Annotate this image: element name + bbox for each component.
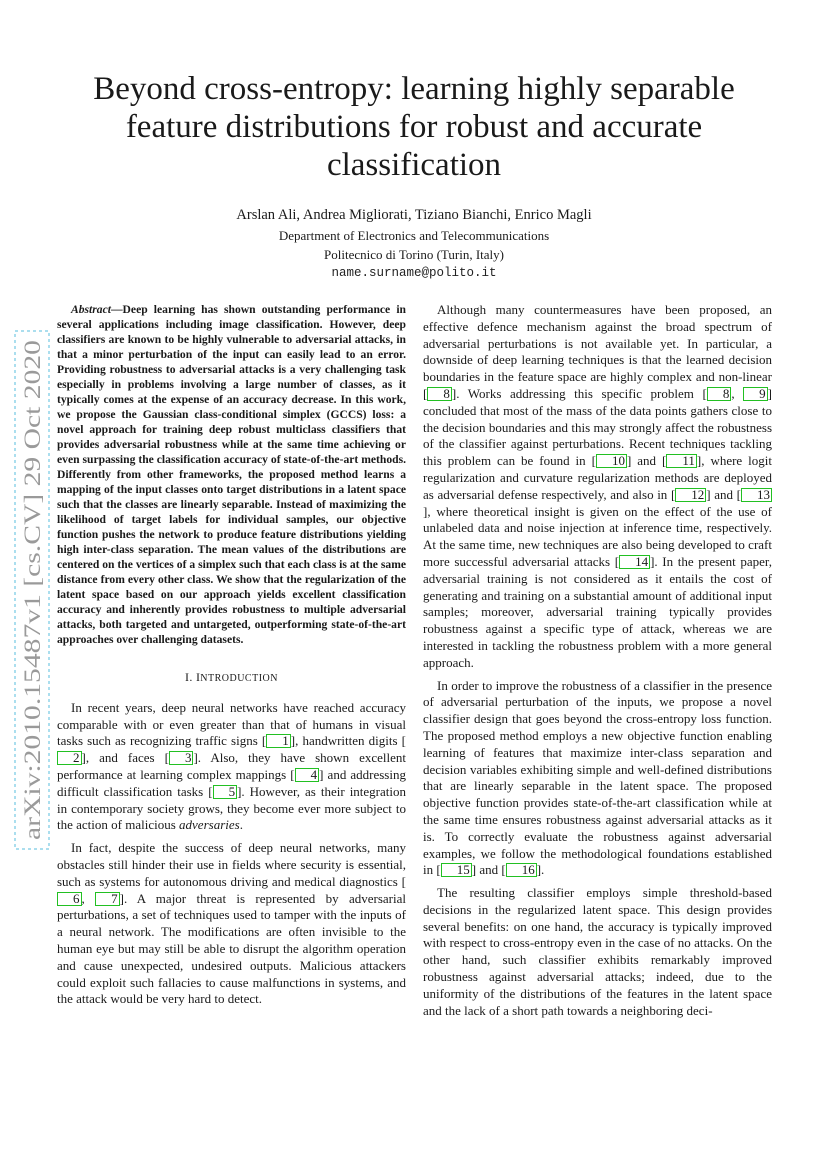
- section-heading-introduction: [57, 669, 406, 688]
- citation-link[interactable]: 2: [57, 751, 82, 765]
- text-run: In fact, despite the success of deep neural networks, many obstacles still hinder their use in fields where security is essential, such as systems for autonomous driving and medical diagnostics: [57, 840, 406, 889]
- citation-link[interactable]: 10: [596, 454, 627, 468]
- citation-link[interactable]: 9: [743, 387, 768, 401]
- text-run: Although many countermeasures have been proposed, an effective defence mechanism against the broad spectrum of adversarial perturbations is not available yet. In particular, a downside of deep learning techniques is that the learned decision boundaries in the feature space are highly complex and non-linear: [423, 302, 772, 385]
- citation-link[interactable]: 3: [169, 751, 194, 765]
- text-run: . In the present paper, adversarial training is not considered as it entails the cost of generating and training on a substantial amount of additional input samples; moreover, adversarial training typically provides robustness against a specific type of attack, whereas we are interested in tackling the robustness problem with a more general approach.: [423, 553, 772, 670]
- author-list: Arslan Ali, Andrea Migliorati, Tiziano Bianchi, Enrico Magli: [236, 207, 592, 223]
- emphasis-adversaries: adversaries: [179, 817, 240, 833]
- section-numeral: I.: [185, 670, 193, 684]
- citation-link[interactable]: 16: [506, 863, 537, 877]
- affiliation-department: Department of Electronics and Telecommunications: [278, 228, 550, 243]
- intro-paragraph-5: The resulting classifier employs simple threshold-based decisions in the regularized latent space. This design provides several benefits: on one hand, the accuracy is typically improved with respect to cross-entropy even in the case of no attacks. On the other hand, such classifier exhibits remarkably improved robustness against adversarial attacks; indeed, due to the uniformity of the distributions of the features in the latent space and the lack of a short path towards a neighboring deci-: [423, 885, 772, 1018]
- intro-paragraph-3: Although many countermeasures have been proposed, an effective defence mechanism against the broad spectrum of adversarial perturbations is not available yet. In particular, a downside of deep learning techniques is that the learned decision boundaries in the feature space are highly complex and non-linear [ 8 ]. Works addressing this specific problem [ 8 , 9 ] concluded that most of the mass of the data points gathers close to the decision boundaries and this may strongly affect the robustness of the classifier against perturbations. Recent techniques tackling this problem can be found in [ 10 ] and [ 11 ], where logit regularization and curvature regularization methods are deployed as adversarial defense respectively, and also in [ 12 ] and [ 13], where theoretical insight is given on the effect of the use of unlabeled data and noise injection at inference time, respectively. At the same time, new techniques are also being developed to craft more successful adversarial attacks [ 14 ]. In the present paper, adversarial training is not considered as it entails the cost of generating and training on a substantial amount of additional input samples; moreover, adversarial training typically provides robustness against a specific type of attack, whereas we are interested in tackling the robustness problem with a more general approach.: [423, 302, 772, 670]
- text-run: .: [541, 862, 545, 878]
- text-run: . However, as their integration in contemporary society grows, they become ever more subject to the action of malicious: [57, 783, 407, 833]
- text-run: In order to improve the robustness of a classifier in the presence of adversarial perturbation of the inputs, we propose a novel classifier design that goes beyond the cross-entropy loss function. The proposed method employs a new objective function enabling learning of features that maximize inter-class separation and decision variables exhibiting simple and well-defined distributions that are linearly separable in the latent space. The proposed objective function provides state-of-the-art classification while at the same time ensures robustness against adversarial attacks as it is. To correctly evaluate the robustness against adversarial examples, we follow the methodological foundations established in: [423, 677, 772, 878]
- text-run: and addressing difficult classification tasks: [57, 766, 406, 799]
- citation-link[interactable]: 11: [666, 454, 697, 468]
- citation-link[interactable]: 4: [295, 768, 320, 782]
- arxiv-stamp: [14, 330, 50, 850]
- left-column: [57, 302, 406, 1014]
- intro-paragraph-2: In fact, despite the success of deep neural networks, many obstacles still hinder their use in fields where security is essential, such as systems for autonomous driving and medical diagnostics [6 , 7 ]. A major threat is represented by adversarial perturbations, a set of techniques used to tamper with the inputs of a neural network. The modifications are often invisible to the human eye but may still be able to disrupt the algorithm operation and cause unexpected, undesired outputs. Malicious attackers could exploit such fallacies to cause malfunctions in systems, and the attack would be very hard to detect.: [57, 840, 406, 1007]
- affiliation-institution: Politecnico di Torino (Turin, Italy): [324, 247, 504, 262]
- citation-link[interactable]: 15: [441, 863, 472, 877]
- citation-link[interactable]: 5: [213, 785, 238, 799]
- citation-link[interactable]: 8: [427, 387, 452, 401]
- citation-link[interactable]: 12: [675, 488, 706, 502]
- intro-paragraph-1: In recent years, deep neural networks have reached accuracy comparable with or even greater than that of humans in visual tasks such as recognizing traffic signs [ 1 ], handwritten digits [2 ], and faces [ 3 ]. Also, they have shown excellent performance at learning complex mappings [ 4 ] and addressing difficult classification tasks [ 5 ]. However, as their integration in contemporary society grows, they become ever more subject to the action of malicious adversaries.: [57, 699, 407, 833]
- text-run: and: [710, 486, 737, 502]
- abstract: [57, 302, 406, 647]
- authors-block: [160, 205, 668, 283]
- abstract-text: —Deep learning has shown outstanding performance in several applications including image classification. However, deep classifiers are known to be highly vulnerable to adversarial attacks, in that a minor perturbation of the input can easily lead to an error. Providing robustness to adversarial attacks is a very challenging task especially in problems involving a large number of classes, as it typically comes at the expense of an accuracy decrease. In this work, we propose the Gaussian class-conditional simplex (GCCS) loss: a novel approach for training deep robust multiclass classifiers that provides adversarial robustness while at the same time achieving or even surpassing the classification accuracy of state-of-the-art methods. Differently from other frameworks, the proposed method learns a mapping of the input classes onto target distributions in a latent space such that the classes are linearly separable. Instead of maximizing the likelihood of target labels for individual samples, our objective function pushes the network to produce feature distributions yielding high inter-class separation. The mean values of the distributions are centered on the vertices of a simplex such that each class is at the same distance from every other class. We show that the regularization of the latent space based on our approach yields excellent classification accuracy and inherently provides robustness to multiple adversarial attacks, both targeted and untargeted, outperforming state-of-the-art approaches over challenging datasets.: [57, 303, 406, 646]
- text-run: , handwritten digits: [295, 733, 402, 749]
- paper-title: Beyond cross-entropy: learning highly separable feature distributions for robust and accurate classification: [93, 71, 735, 183]
- citation-link[interactable]: 14: [619, 555, 650, 569]
- text-run: . Also, they have shown excellent performance at learning complex mappings: [57, 750, 406, 782]
- arxiv-id-text: arXiv:2010.15487v1 [cs.CV] 29 Oct 2020: [20, 451, 45, 840]
- right-column: [423, 302, 772, 1025]
- citation-link[interactable]: 13: [741, 488, 772, 502]
- text-run: and: [476, 862, 502, 878]
- text-run: In recent years, deep neural networks have reached accuracy comparable with or even greater than that of humans in visual tasks such as recognizing traffic signs: [57, 699, 406, 749]
- text-run: concluded that most of the mass of the data points gathers close to the decision boundaries and this may strongly affect the robustness of the classifier against perturbations. Recent techniques tackling this problem can be found in: [423, 402, 772, 469]
- email-address: name.surname@polito.it: [331, 266, 497, 280]
- abstract-label: Abstract: [71, 303, 111, 316]
- text-run: , and faces: [85, 750, 165, 766]
- text-run: , where theoretical insight is given on the effect of the use of unlabeled data and noise injection at inference time, respectively. At the same time, new techniques are also being developed to craft more successful adversarial attacks: [423, 503, 772, 569]
- citation-link[interactable]: 1: [266, 734, 291, 748]
- section-title-rest: NTRODUCTION: [200, 673, 278, 684]
- section-title-first: I: [195, 670, 201, 684]
- text-run: .: [239, 817, 243, 833]
- citation-link[interactable]: 6: [57, 892, 82, 906]
- text-run: and: [631, 453, 663, 469]
- citation-link[interactable]: 7: [95, 892, 120, 906]
- intro-paragraph-4: In order to improve the robustness of a classifier in the presence of adversarial perturbation of the inputs, we propose a novel classifier design that goes beyond the cross-entropy loss function. The proposed method employs a new objective function enabling learning of features that maximize inter-class separation and decision variables exhibiting simple and well-defined distributions that are linearly separable in the latent space. The proposed objective function provides state-of-the-art classification while at the same time ensures robustness against adversarial attacks as it is. To correctly evaluate the robustness against adversarial examples, we follow the methodological foundations established in [ 15 ] and [ 16 ].: [423, 677, 772, 878]
- text-run: . Works addressing this specific problem: [456, 385, 703, 401]
- text-run: . A major threat is represented by adversarial perturbations, a set of techniques used to tamper with the inputs of a neural network. The modifications are often invisible to the human eye but may still be able to disrupt the algorithm operation and cause unexpected, undesired outputs. Malicious attackers could exploit such fallacies to cause malfunctions in systems, and the attack would be very hard to detect.: [57, 890, 406, 1007]
- citation-link[interactable]: 8: [707, 387, 732, 401]
- text-run: , where logit regularization and curvature regularization methods are deployed as adversarial defense respectively, and also in: [423, 453, 772, 502]
